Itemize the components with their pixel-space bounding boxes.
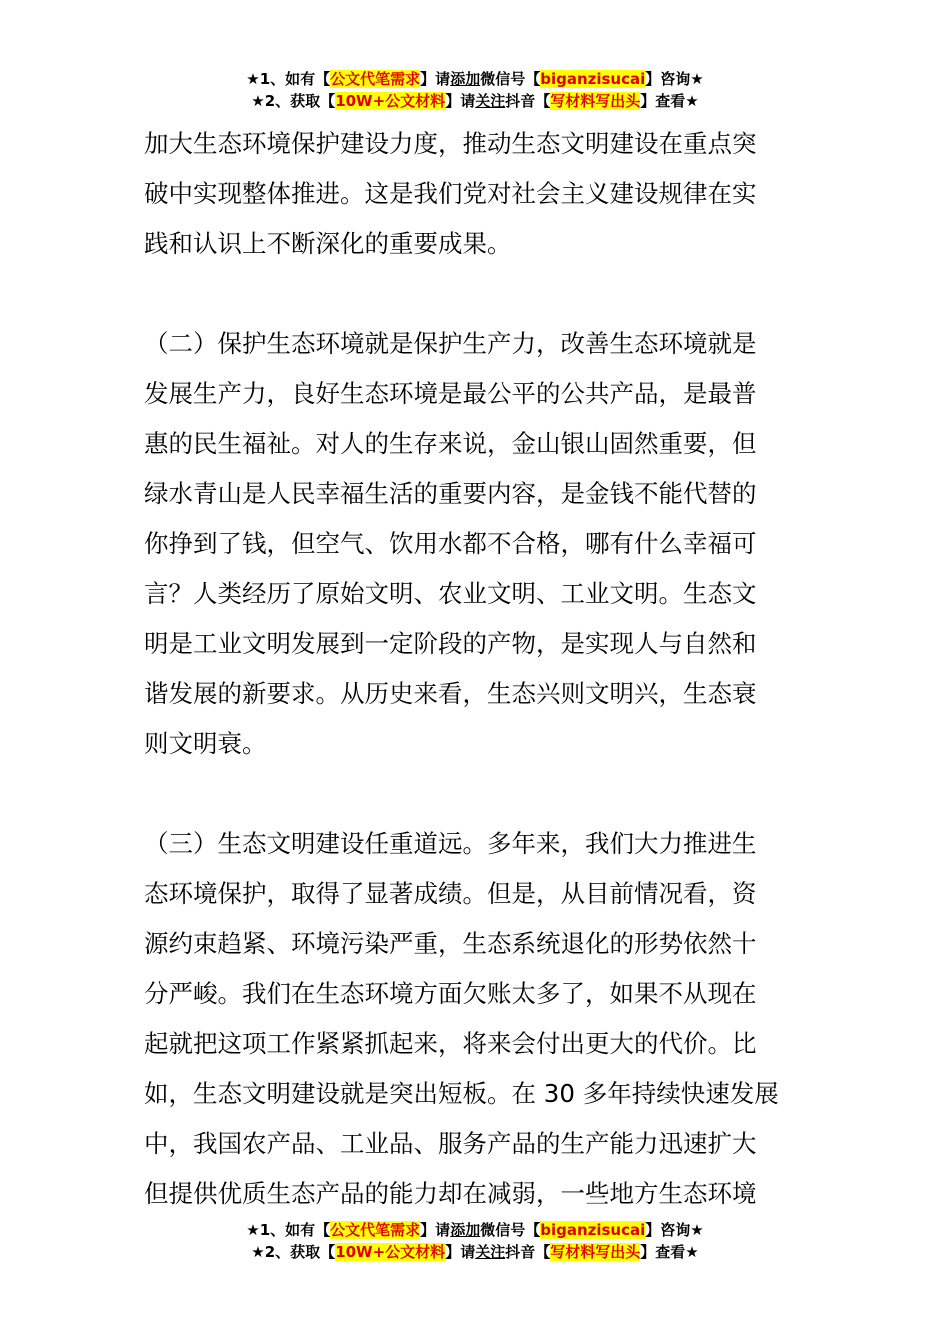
text-line: 惠的民生福祉。对人的生存来说，金山银山固然重要，但 (144, 429, 757, 458)
text-line: 发展生产力，良好生态环境是最公平的公共产品，是最普 (144, 379, 757, 408)
text-line: 但提供优质生态产品的能力却在减弱，一些地方生态环境 (144, 1179, 757, 1208)
paragraph-3 (144, 819, 808, 1219)
text-line: 如，生态文明建设就是突出短板。在 30 多年持续快速发展 (144, 1079, 779, 1108)
text-line: 分严峻。我们在生态环境方面欠账太多了，如果不从现在 (144, 979, 757, 1008)
banner-line-2 (0, 1241, 950, 1263)
banner-line-1 (0, 68, 950, 90)
text-line: 你挣到了钱，但空气、饮用水都不合格，哪有什么幸福可 (144, 529, 757, 558)
banner-text: 抖音【 (505, 1243, 551, 1261)
text-line: 加大生态环境保护建设力度，推动生态文明建设在重点突 (144, 129, 757, 158)
text-line: 言？人类经历了原始文明、农业文明、工业文明。生态文 (144, 579, 757, 608)
banner-highlight: 公文代笔需求 (330, 70, 421, 88)
banner-text: 】请 (445, 1243, 476, 1261)
banner-highlight: biganzisucai (540, 1221, 646, 1239)
banner-text: 】咨询★ (645, 1221, 704, 1239)
banner-line-1 (0, 1219, 950, 1241)
banner-text: 抖音【 (505, 92, 551, 110)
text-line: （二）保护生态环境就是保护生产力，改善生态环境就是 (144, 329, 757, 358)
text-line: 态环境保护，取得了显著成绩。但是，从目前情况看，资 (144, 879, 757, 908)
text-line: 起就把这项工作紧紧抓起来，将来会付出更大的代价。比 (144, 1029, 757, 1058)
text-line: 中，我国农产品、工业品、服务产品的生产能力迅速扩大 (144, 1129, 757, 1158)
banner-highlight: 写材料写出头 (550, 92, 641, 110)
banner-underline: 添加 (450, 70, 481, 88)
paragraph-2 (144, 319, 808, 769)
banner-highlight: 写材料写出头 (550, 1243, 641, 1261)
text-line: 践和认识上不断深化的重要成果。 (144, 229, 512, 258)
footer-banner (0, 1219, 950, 1263)
text-line: 明是工业文明发展到一定阶段的产物，是实现人与自然和 (144, 629, 757, 658)
banner-text: 】请 (420, 70, 451, 88)
banner-underline: 添加 (450, 1221, 481, 1239)
banner-text: 】请 (445, 92, 476, 110)
text-line: 谐发展的新要求。从历史来看，生态兴则文明兴，生态衰 (144, 679, 757, 708)
banner-text: 】查看★ (640, 1243, 699, 1261)
banner-highlight: 10W+公文材料 (335, 92, 446, 110)
banner-text: ★1、如有【 (246, 70, 331, 88)
banner-text: 】查看★ (640, 92, 699, 110)
banner-text: ★1、如有【 (246, 1221, 331, 1239)
banner-text: ★2、获取【 (251, 1243, 336, 1261)
banner-text: 】请 (420, 1221, 451, 1239)
banner-highlight: 公文代笔需求 (330, 1221, 421, 1239)
banner-highlight: biganzisucai (540, 70, 646, 88)
paragraph-1 (144, 119, 808, 269)
text-line: 破中实现整体推进。这是我们党对社会主义建设规律在实 (144, 179, 757, 208)
banner-text: 微信号【 (480, 70, 541, 88)
text-line: 绿水青山是人民幸福生活的重要内容，是金钱不能代替的 (144, 479, 757, 508)
text-line: 则文明衰。 (144, 729, 267, 758)
banner-text: ★2、获取【 (251, 92, 336, 110)
banner-text: 微信号【 (480, 1221, 541, 1239)
header-banner (0, 68, 950, 112)
document-body (144, 119, 808, 1219)
banner-underline: 关注 (475, 1243, 506, 1261)
banner-line-2 (0, 90, 950, 112)
text-line: （三）生态文明建设任重道远。多年来，我们大力推进生 (144, 829, 757, 858)
banner-highlight: 10W+公文材料 (335, 1243, 446, 1261)
text-line: 源约束趋紧、环境污染严重，生态系统退化的形势依然十 (144, 929, 757, 958)
banner-underline: 关注 (475, 92, 506, 110)
banner-text: 】咨询★ (645, 70, 704, 88)
